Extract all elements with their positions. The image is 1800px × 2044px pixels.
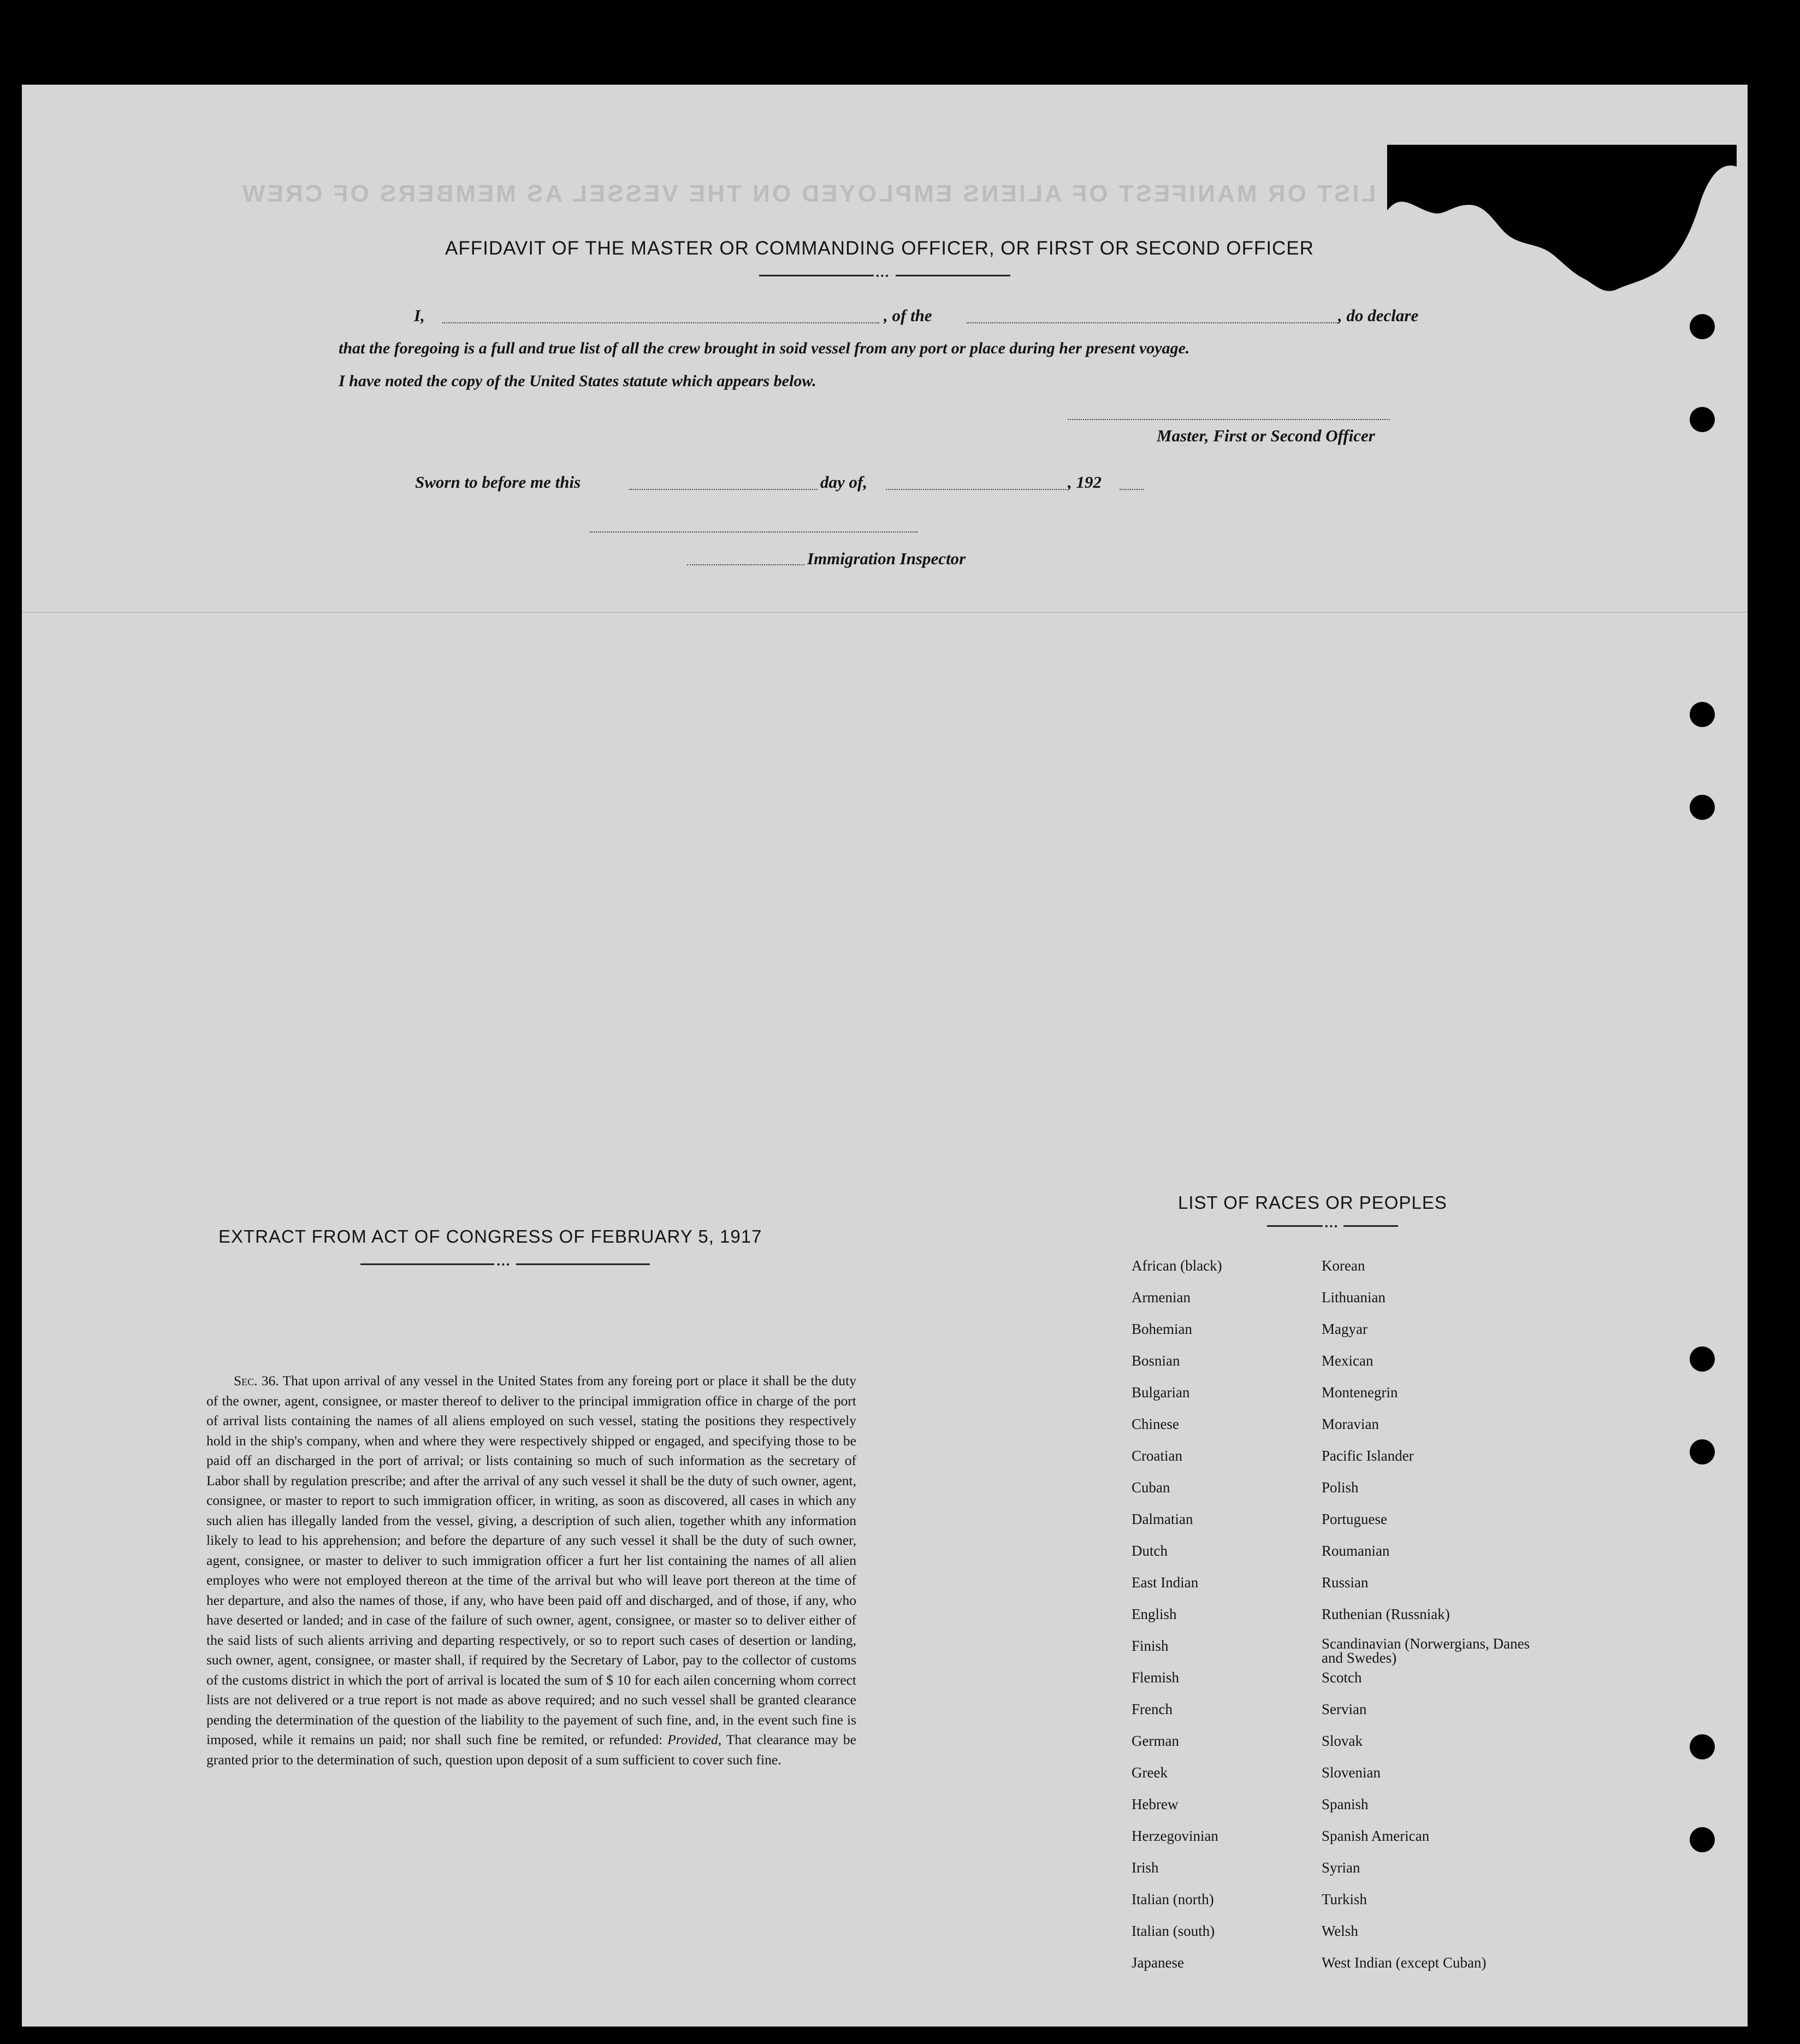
race-item: Flemish (1132, 1669, 1180, 1686)
affidavit-line1-start: I, (414, 306, 425, 325)
race-item: Chinese (1132, 1416, 1179, 1432)
affidavit-line2: that the foregoing is a full and true list of all the crew brought in soid vessel from any port or place during her present voyage. (339, 339, 1190, 357)
race-item: Finish (1132, 1638, 1169, 1654)
race-item: Scotch (1322, 1669, 1362, 1686)
race-item: Moravian (1322, 1416, 1379, 1432)
sworn-year-field[interactable] (1120, 489, 1144, 490)
affidavit-line1-end: , do declare (1338, 306, 1419, 325)
sworn-day-field[interactable] (629, 489, 818, 490)
race-item: West Indian (except Cuban) (1322, 1954, 1487, 1971)
sworn-mid: day of, (820, 472, 868, 492)
bleed-through-header: LIST OR MANIFEST OF ALIENS EMPLOYED ON THE VESSEL AS MEMBERS OF CREW (240, 180, 1376, 207)
race-item: Spanish (1322, 1796, 1369, 1812)
race-item: Italian (south) (1132, 1923, 1215, 1939)
race-item: Korean (1322, 1257, 1365, 1274)
act-section-36-text (206, 1371, 856, 1770)
race-item: Italian (north) (1132, 1891, 1214, 1907)
race-item: Lithuanian (1322, 1289, 1385, 1305)
act-text-part1: That upon arrival of any vessel in the United States from any foreing port or place it shall be the duty of the owner, agent, consignee, or master thereof to deliver to the principal immigration office in charge of the port of arrival lists containing the names of all aliens employed on such vessel, stating the positions they respectively hold in the ship's company, when and where they were respectively shipped or engaged, and specifying those to be paid off an discharged in the port of arrival; or lists containing so much of such information as the secretary of Labor shall by regulation prescribe; and after the arrival of any such vessel it shall be the duty of such owner, agent, consignee, or master to report to such immigration officer, in writing, as soon as discovered, all cases in which any such alien has illegally landed from the vessel, giving, a description of such alien, together whith any information likely to lead to his apprehension; and before the departure of any such vessel it shall be the duty of such owner, agent, consignee, or master to deliver to such immigration officer a furt her list containing the names of all alien employes who were not employed thereon at the time of the arrival but who will leave port thereon at the time of her departure, and also the names of those, if any, who have been paid off and discharged, and of those, if any, who have deserted or landed; and in case of the failure of such owner, agent, consignee, or master so to deliver either of the said lists of such alients arriving and departing respectively, or so to report such cases of desertion or landing, such owner, agent, consignee, or master shall, if required by the Secretary of Labor, pay to the collector of customs of the customs district in which the port of arrival is located the sum of $ 10 for each ailen concerning whom correct lists are not delivered or a true report is not made as above required; and no such vessel shall be granted clearance pending the determination of the question of the liability to the payement of such fine, and, in the event such fine is imposed, while it remains un paid; nor shall such fine be remited, or refunded: (206, 1373, 857, 1747)
race-item: Montenegrin (1322, 1384, 1398, 1401)
race-item: Slovak (1322, 1733, 1363, 1749)
race-item: Irish (1132, 1859, 1159, 1876)
affidavit-title: AFFIDAVIT OF THE MASTER OR COMMANDING OFFICER, OR FIRST OR SECOND OFFICER (445, 238, 1315, 259)
master-name-field[interactable] (442, 322, 879, 323)
race-item: Greek (1132, 1764, 1168, 1781)
race-item: Bulgarian (1132, 1384, 1190, 1401)
race-item: Welsh (1322, 1923, 1358, 1939)
sec-label: Sec. 36. (234, 1373, 279, 1389)
race-item: Hebrew (1132, 1796, 1179, 1812)
race-item: Pacific Islander (1322, 1448, 1414, 1464)
act-text-part2: That clearance may be granted prior to the determination of such, question upon deposit of a sum sufficient to cover such fine. (206, 1732, 856, 1768)
race-item: Cuban (1132, 1479, 1170, 1496)
race-item: Dutch (1132, 1543, 1168, 1559)
race-item: Herzegovinian (1132, 1828, 1218, 1844)
punch-hole (1690, 407, 1715, 432)
sworn-start: Sworn to before me this (415, 472, 581, 492)
race-item: Turkish (1322, 1891, 1367, 1907)
race-item: Syrian (1322, 1859, 1360, 1876)
title-ornament: ••• (759, 270, 1010, 280)
inspector-signature-field[interactable] (590, 531, 917, 533)
race-item: Croatian (1132, 1448, 1182, 1464)
extract-title: EXTRACT FROM ACT OF CONGRESS OF FEBRUARY 5, 1917 (218, 1226, 762, 1247)
torn-corner (1387, 145, 1737, 303)
punch-hole (1690, 1827, 1715, 1852)
race-item: African (black) (1132, 1257, 1222, 1274)
race-item: Servian (1322, 1701, 1367, 1717)
signature-field[interactable] (1068, 419, 1390, 420)
race-item: Mexican (1322, 1352, 1373, 1369)
race-item: Polish (1322, 1479, 1359, 1496)
race-item: Magyar (1322, 1321, 1367, 1337)
race-item: French (1132, 1701, 1173, 1717)
race-item: Japanese (1132, 1954, 1184, 1971)
punch-hole (1690, 795, 1715, 820)
punch-hole (1690, 1734, 1715, 1759)
race-item: German (1132, 1733, 1179, 1749)
race-item: Bosnian (1132, 1352, 1180, 1369)
races-column-1 (1132, 1256, 1222, 1985)
sworn-end: , 192 (1068, 472, 1102, 492)
provided-word: Provided, (667, 1732, 722, 1747)
race-item: Bohemian (1132, 1321, 1192, 1337)
fold-line (22, 612, 1748, 613)
race-item: Dalmatian (1132, 1511, 1193, 1527)
affidavit-line1-mid: , of the (884, 306, 932, 325)
race-item: Ruthenian (Russniak) (1322, 1606, 1450, 1622)
race-item: English (1132, 1606, 1177, 1622)
inspector-label: Immigration Inspector (807, 549, 966, 568)
races-ornament: ••• (1267, 1221, 1398, 1231)
sworn-month-field[interactable] (886, 489, 1066, 490)
punch-hole (1690, 314, 1715, 339)
vessel-name-field[interactable] (967, 322, 1338, 323)
races-title: LIST OF RACES OR PEOPLES (1178, 1192, 1447, 1213)
race-item: Spanish American (1322, 1828, 1430, 1844)
punch-hole (1690, 1439, 1715, 1464)
race-item: Roumanian (1322, 1543, 1390, 1559)
race-item: East Indian (1132, 1574, 1199, 1591)
signer-label: Master, First or Second Officer (1157, 426, 1375, 445)
extract-ornament: ••• (360, 1259, 650, 1269)
race-item: Scandinavian (Norwergians, Danes and Swedes) (1322, 1635, 1530, 1666)
races-column-2 (1322, 1256, 1535, 1985)
affidavit-line3: I have noted the copy of the United States statute which appears below. (339, 372, 816, 390)
race-item: Portuguese (1322, 1511, 1387, 1527)
punch-hole (1690, 1346, 1715, 1372)
punch-hole (1690, 702, 1715, 727)
inspector-name-field[interactable] (687, 564, 804, 565)
race-item: Armenian (1132, 1289, 1191, 1305)
race-item: Russian (1322, 1574, 1369, 1591)
document-page (22, 85, 1748, 2027)
race-item: Slovenian (1322, 1764, 1381, 1781)
